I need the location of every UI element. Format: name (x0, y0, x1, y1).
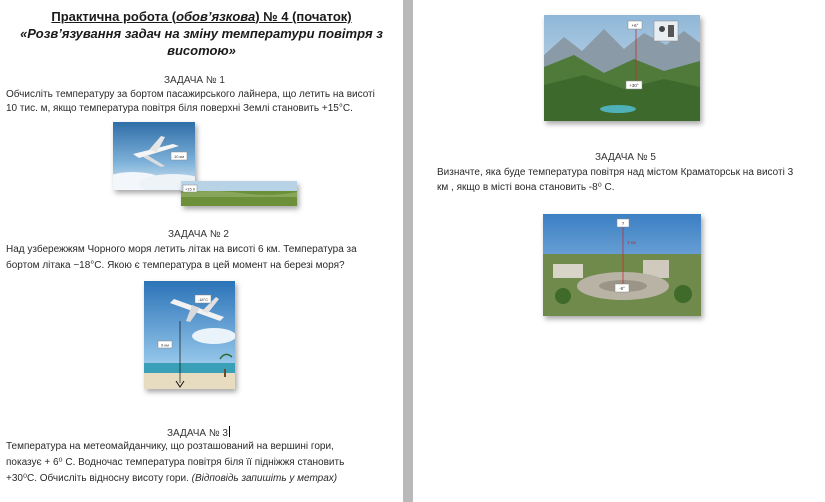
task-2-text-line-1: Над узбережжям Чорного моря летить літак на висоті 6 км. Температура за (6, 244, 357, 255)
task-5-text-line-1: Визначте, яка буде температура повітря над містом Краматорськ на висоті 3 (437, 167, 794, 178)
plane-altitude-label: 10 км (173, 154, 185, 159)
task-3-line-3-main: +30⁰С. Обчисліть відносну висоту гори. (6, 473, 192, 484)
task-3-text-line-2: показує + 6⁰ С. Водночас температура повітря біля її підніжжя становить (6, 457, 345, 468)
mountain-valley-image (544, 15, 700, 121)
task-1-text-line-2: 10 тис. м, якщо температура повітря біля поверхні Землі становить +15°С. (6, 103, 353, 114)
airplane-beach-image (144, 281, 235, 389)
city-height-label: 3 км (627, 240, 636, 245)
task-1-heading: ЗАДАЧА № 1 (164, 75, 225, 86)
document-subtitle (0, 25, 403, 59)
title-italic: обов’язкова (176, 9, 256, 24)
page-gutter (403, 0, 413, 502)
task-3-answer-hint: (Відповідь запишіть у метрах) (191, 473, 338, 484)
task-2-text-line-2: бортом літака −18°С. Якою є температура в цей момент на березі моря? (6, 260, 345, 271)
mountain-bottom-label: +30° (629, 83, 639, 88)
city-ground-label: -8° (619, 286, 625, 291)
task-3-heading-text: ЗАДАЧА № 3 (167, 428, 228, 439)
plane2-height-label: 6 км (161, 342, 169, 348)
document-title (0, 8, 403, 25)
task-3-text-line-3 (6, 471, 337, 487)
task-3-text-line-1: Температура на метеомайданчику, що розташований на вершині гори, (6, 441, 334, 452)
title-prefix: Практична робота ( (51, 9, 177, 24)
mountain-top-label: +6° (631, 23, 639, 28)
subtitle-line-1: «Розв’язування задач на зміну температури повітря з (20, 26, 383, 41)
ground-temp-label: +15 0 (184, 186, 196, 192)
document-page-left (0, 0, 403, 502)
subtitle-line-2: висотою» (167, 43, 236, 58)
plane2-temp-label: -18°C (197, 297, 209, 302)
task-2-heading: ЗАДАЧА № 2 (168, 229, 229, 240)
task-5-heading: ЗАДАЧА № 5 (595, 152, 656, 163)
task-1-text-line-1: Обчисліть температуру за бортом пасажирського лайнера, що летить на висоті (6, 89, 375, 100)
text-cursor (229, 426, 230, 437)
title-suffix: ) № 4 (початок) (255, 9, 352, 24)
task-5-text-line-2: км , якщо в місті вона становить -8⁰ С. (437, 182, 615, 193)
city-top-label: ? (621, 221, 625, 226)
kramatorsk-city-image (543, 214, 701, 316)
ground-landscape-image (181, 181, 297, 206)
document-page-right (413, 0, 825, 502)
task-3-heading (167, 426, 230, 439)
airplane-clouds-image (113, 122, 195, 190)
